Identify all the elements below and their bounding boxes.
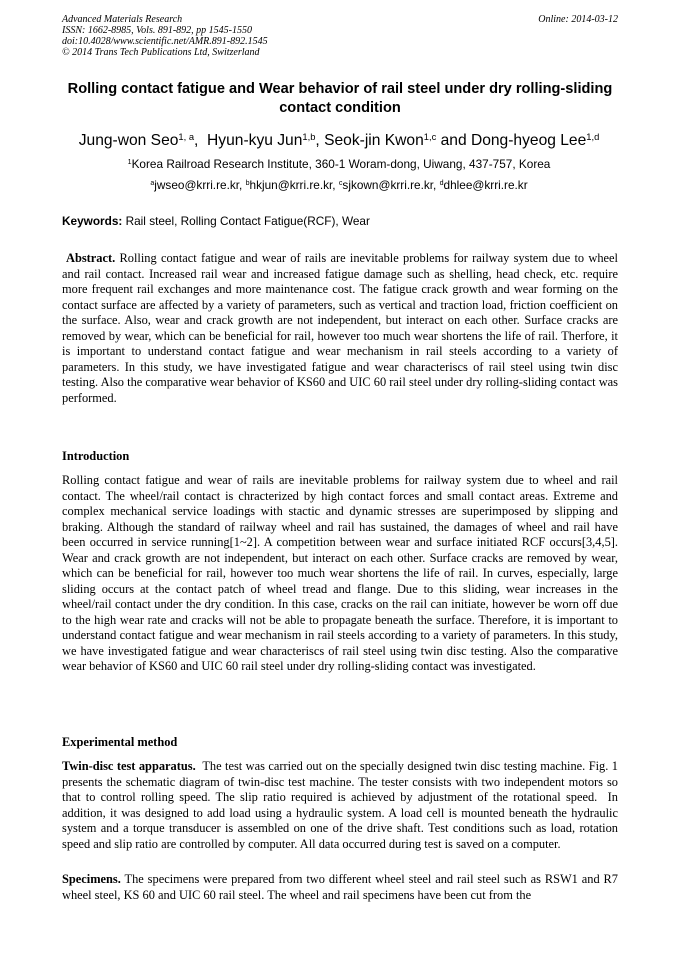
specimens-label: Specimens. (62, 872, 121, 886)
keywords (62, 214, 618, 229)
author-name: Dong-hyeog Lee (470, 132, 587, 149)
online-date: Online: 2014-03-12 (538, 14, 618, 25)
affiliation-text: Korea Railroad Research Institute, 360-1 Woram-dong, Uiwang, 437-757, Korea (131, 157, 551, 171)
specimens-text: The specimens were prepared from two different wheel steel and rail steel such as RSW1 and R7 wheel steel, KS 60 and UIC 60 rail steel. The wheel and rail specimens have been cut from the (62, 872, 618, 902)
doi-line: doi:10.4028/www.scientific.net/AMR.891-892.1545 (62, 36, 268, 47)
twin-disc-text: The test was carried out on the specially designed twin disc testing machine. Fig. 1 presents the schematic diagram of twin-disc test machine. The tester consists with two independent motors so that to control rolling speed. The slip ratio required is achieved by adjustment of the rotational speed. In addition, it was designed to add load using a hydraulic system. A load cell is mounted beneath the hydraulic system and a torque transducer is assembled on one of the drive shaft. Test conditions such as load, rotation speed and slip ratio are controlled by computer. All data occurred during test is saved on a computer. (62, 759, 622, 851)
author-separator: , (194, 132, 208, 149)
journal-name: Advanced Materials Research (62, 14, 183, 25)
abstract-label: Abstract. (66, 251, 116, 265)
email-address: dhlee@krri.re.kr (443, 178, 528, 192)
email-mark: a (150, 179, 155, 188)
author-name: Hyun-kyu Jun (207, 132, 303, 149)
paper-title: Rolling contact fatigue and Wear behavior of rail steel under dry rolling-sliding contact condition (67, 81, 613, 116)
email-address: sjkown@krri.re.kr, (342, 178, 440, 192)
email-mark: b (245, 179, 250, 188)
introduction-heading: Introduction (62, 449, 130, 463)
keywords-label: Keywords: (62, 214, 123, 228)
author-affiliation-mark: 1,b (302, 131, 316, 142)
author-affiliation-mark: 1,c (423, 131, 437, 142)
affiliation-mark: 1 (127, 158, 132, 167)
abstract-text: Rolling contact fatigue and wear of rails are inevitable problems for railway system due to wheel and rail contact. Increased rail wear and increased fatigue damage such as shelling, head check, etc. require more frequent rail exchanges and more maintenance cost. The fatigue crack growth and wear forming on the contact surface are affected by a variety of parameters, such as vertical and traction load, friction coefficient on the surface. Also, wear and crack growth are not independent, but interact on each other. Surface cracks are removed by wear, which can be beneficial for rail, however too much wear shortens the life of rail. Therfore, it is important to understand contact fatigue and wear mechanism in rail steels according to a variety of parameters. In this study, we have investigated fatigue and wear characteriscs of rail steel using twin disc testing. Also the comparative wear behavior of KS60 and UIC 60 rail steel under dry rolling-sliding contact was performed. (62, 251, 618, 405)
author-affiliation-mark: 1,d (586, 131, 600, 142)
copyright-line: © 2014 Trans Tech Publications Ltd, Switzerland (62, 47, 260, 58)
experimental-heading: Experimental method (62, 735, 178, 749)
author-separator: , (315, 132, 325, 149)
author-name: Seok-jin Kwon (324, 132, 424, 149)
affiliation-line (40, 157, 638, 172)
email-mark: c (338, 179, 343, 188)
abstract (62, 251, 618, 406)
introduction-text: Rolling contact fatigue and wear of rails are inevitable problems for railway system due to wheel and rail contact. The wheel/rail contact is chracterized by high contact forces and small contact areas. Extreme and complex mechanical service loadings with stactic and dynamic stresses are superimposed by slipping and braking. Although the standard of railway wheel and rail has sustained, the damages of wheel and rail have been occurred in service running[1~2]. A competition between wear and surface initiated RCF occurs[3,4,5]. Wear and crack growth are not independent, but interact on each other. Surface cracks are removed by wear, which can be beneficial for rail, however too much wear shortens the life of rail. In curves, especially, large sliding occurs at the contact patch of wheel tread and flange. Due to this sliding, wear increases in the wheel/rail contact under the dry condition. In this case, cracks on the rail can initiate, however be worn off due to the high wear rate and cracks will not be able to propagate beneath the surface. Therefore, it is important to understand contact fatigue and wear mechanism in rail steels according to a variety of parameters. In this study, we have investigated fatigue and wear characteriscs of rail steel using twin disc testing. Also the comparative wear behavior of KS60 and UIC 60 rail steel under dry rolling-sliding contact was investigated. (62, 473, 618, 673)
author-name: Jung-won Seo (78, 132, 179, 149)
author-affiliation-mark: 1, a (178, 131, 195, 142)
issn-line: ISSN: 1662-8985, Vols. 891-892, pp 1545-1550 (62, 25, 252, 36)
author-list (40, 131, 638, 151)
specimens-paragraph (62, 872, 618, 903)
twin-disc-label: Twin-disc test apparatus. (62, 759, 196, 773)
email-mark: d (439, 179, 444, 188)
twin-disc-paragraph (62, 759, 622, 852)
author-separator: and (436, 132, 471, 149)
email-address: hkjun@krri.re.kr, (249, 178, 339, 192)
email-address: jwseo@krri.re.kr, (154, 178, 246, 192)
email-line (40, 178, 638, 193)
journal-header (62, 14, 618, 58)
keywords-text: Rail steel, Rolling Contact Fatigue(RCF), Wear (122, 214, 370, 228)
